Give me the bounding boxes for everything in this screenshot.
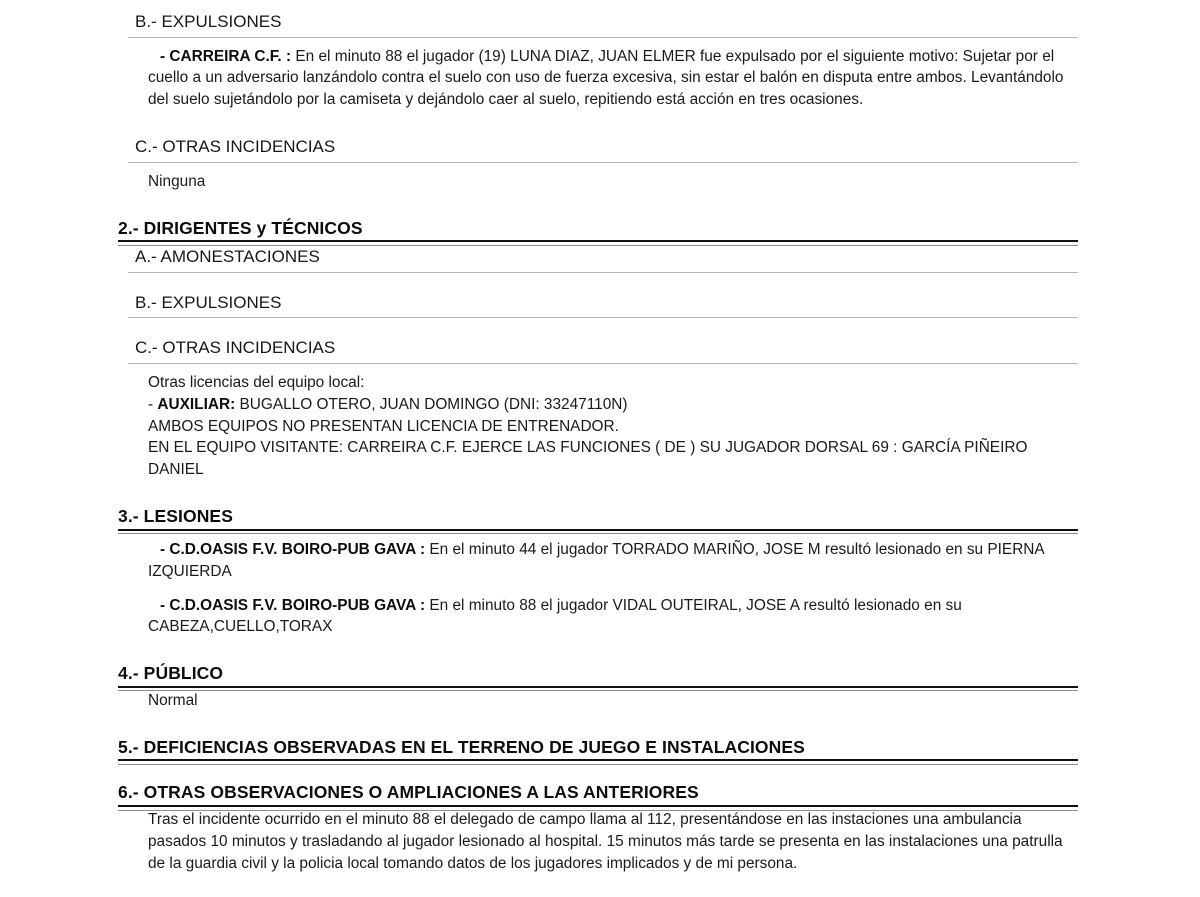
section-2c-line: Otras licencias del equipo local:: [148, 373, 365, 391]
section-6-otras-observaciones: [0, 783, 1200, 874]
section-2b-heading: B.- EXPULSIONES: [135, 292, 282, 312]
section-2c-line-prefix: -: [148, 395, 158, 413]
section-3-entry-lead: - C.D.OASIS F.V. BOIRO-PUB GAVA :: [160, 596, 426, 614]
section-1c-otras-incidencias: [0, 137, 1200, 192]
section-3-entry-text: En el minuto 88 el jugador VIDAL OUTEIRAL, JOSE A resultó lesionado en su CABEZA,CUELLO,TORAX: [148, 596, 962, 636]
section-6-entry: Tras el incidente ocurrido en el minuto 88 el delegado de campo llama al 112, presentándose en las instaciones una ambulancia pasados 10 minutos y trasladando al jugador lesionado al hospital. 15 minutos más tarde se presenta en las instalaciones una patrulla de la guardia civil y la policia local tomando datos de los jugadores implicados y de mi persona.: [148, 810, 1063, 872]
section-2c-lines: [148, 372, 1078, 481]
section-1b-entry-lead: - CARREIRA C.F. :: [160, 47, 292, 65]
section-3-entry-text: En el minuto 44 el jugador TORRADO MARIÑO, JOSE M resultó lesionado en su PIERNA IZQUIERDA: [148, 540, 1044, 580]
section-2a-heading: A.- AMONESTACIONES: [135, 247, 320, 267]
section-6-heading: 6.- OTRAS OBSERVACIONES O AMPLIACIONES A LAS ANTERIORES: [118, 782, 699, 803]
section-5-rule: [118, 759, 1078, 761]
section-5-heading: 5.- DEFICIENCIAS OBSERVADAS EN EL TERRENO DE JUEGO E INSTALACIONES: [118, 736, 805, 757]
section-4-heading: 4.- PÚBLICO: [118, 663, 224, 684]
section-2c-line: AMBOS EQUIPOS NO PRESENTAN LICENCIA DE ENTRENADOR.: [148, 417, 619, 435]
section-1b-heading: B.- EXPULSIONES: [135, 12, 282, 31]
section-3-entry: [148, 595, 1078, 639]
section-5-deficiencias: [0, 738, 1200, 762]
section-1c-heading: C.- OTRAS INCIDENCIAS: [135, 137, 336, 157]
section-1b-entry-text: En el minuto 88 el jugador (19) LUNA DIAZ, JUAN ELMER fue expulsado por el siguiente motivo: Sujetar por el cuello a un adversario lanzándolo contra el suelo con uso de fuerza excesiva, sin estar el balón en disputa entre ambos. Levantándolo del suelo sujetándolo por la camiseta y dejándolo caer al suelo, repitiendo está acción en tres ocasiones.: [148, 47, 1064, 109]
section-2c-heading: C.- OTRAS INCIDENCIAS: [135, 338, 336, 358]
section-2c-line-role: AUXILIAR:: [157, 395, 236, 413]
section-2a-amonestaciones: [0, 247, 1200, 273]
section-2c-line: EN EL EQUIPO VISITANTE: CARREIRA C.F. EJERCE LAS FUNCIONES ( DE ) SU JUGADOR DORSAL 69 : GARCÍA PIÑEIRO DANIEL: [148, 439, 1028, 479]
section-3-entry-lead: - C.D.OASIS F.V. BOIRO-PUB GAVA :: [160, 540, 426, 558]
section-2-dirigentes-tecnicos: [0, 219, 1200, 243]
section-1b-entry: [148, 46, 1078, 112]
section-2c-otras-incidencias: [0, 338, 1200, 481]
section-4-publico: [0, 664, 1200, 711]
section-2b-expulsiones: [0, 293, 1200, 319]
section-2c-line: [148, 394, 1078, 416]
section-4-rule: [118, 686, 1078, 688]
section-2c-line-value: BUGALLO OTERO, JUAN DOMINGO (DNI: 33247110N): [235, 395, 628, 413]
section-3-rule: [118, 529, 1078, 531]
section-4-entry: Normal: [148, 691, 198, 709]
section-2-rule: [118, 240, 1078, 242]
section-3-lesiones: [0, 507, 1200, 638]
section-3-heading: 3.- LESIONES: [118, 506, 233, 527]
section-1b-expulsiones: [0, 12, 1200, 111]
section-3-entry: [148, 539, 1078, 583]
section-2-heading: 2.- DIRIGENTES y TÉCNICOS: [118, 217, 363, 238]
section-1c-entry: Ninguna: [148, 172, 206, 190]
section-6-rule: [118, 805, 1078, 807]
